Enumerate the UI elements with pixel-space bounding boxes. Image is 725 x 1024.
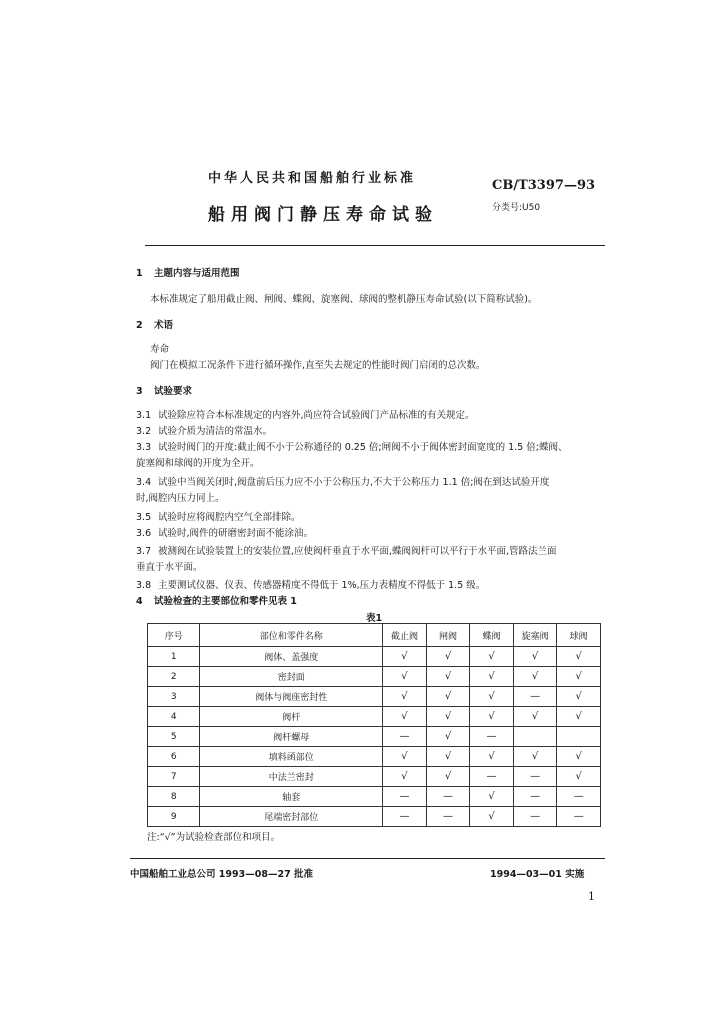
section-line: [136, 580, 485, 592]
part-name-cell: 填料函部位: [200, 747, 383, 767]
section-number: 3.7: [136, 546, 152, 557]
check-mark-cell: √: [470, 747, 514, 767]
check-mark-cell: √: [470, 807, 514, 827]
check-mark-cell: √: [426, 727, 470, 747]
check-mark-cell: —: [557, 787, 601, 807]
section-text: 试验要求: [154, 386, 193, 397]
check-mark-cell: √: [383, 647, 427, 667]
check-mark-cell: —: [426, 807, 470, 827]
check-mark-cell: √: [426, 687, 470, 707]
check-mark-cell: [557, 727, 601, 747]
check-mark-cell: √: [470, 707, 514, 727]
check-mark-cell: √: [470, 667, 514, 687]
classification-number: 分类号:U50: [492, 203, 541, 213]
section-number: 4: [136, 596, 143, 607]
check-mark-cell: √: [513, 647, 557, 667]
section-text: 主题内容与适用范围: [154, 268, 240, 279]
check-mark-cell: —: [470, 767, 514, 787]
row-number-cell: 9: [148, 807, 200, 827]
check-mark-cell: √: [513, 707, 557, 727]
page-number: 1: [588, 890, 595, 903]
section-line: [136, 493, 225, 505]
part-name-cell: 中法兰密封: [200, 767, 383, 787]
check-mark-cell: —: [383, 807, 427, 827]
section-text: 时,阀腔内压力同上。: [136, 493, 225, 504]
row-number-cell: 8: [148, 787, 200, 807]
section-text: 试验时应将阀腔内空气全部排除。: [158, 512, 301, 523]
check-mark-cell: —: [383, 727, 427, 747]
section-line: [136, 546, 557, 558]
header-cell: 部位和零件名称: [200, 624, 383, 647]
check-mark-cell: —: [470, 727, 514, 747]
check-mark-cell: √: [383, 687, 427, 707]
table-body: [148, 647, 601, 827]
section-text: 试验时,阀件的研磨密封面不能涂油。: [158, 528, 314, 539]
section-line: [150, 344, 169, 356]
table-note: 注:“√”为试验检查部位和项目。: [147, 832, 281, 843]
part-name-cell: 阀体与阀座密封性: [200, 687, 383, 707]
header-cell: 旋塞阀: [513, 624, 557, 647]
section-text: 被测阀在试验装置上的安装位置,应使阀杆垂直于水平面,蝶阀阀杆可以平行于水平面,管路法兰面: [158, 546, 557, 557]
section-number: 3: [136, 386, 143, 397]
section-number: 2: [136, 320, 143, 331]
check-mark-cell: √: [383, 667, 427, 687]
check-mark-cell: —: [426, 787, 470, 807]
check-mark-cell: [513, 727, 557, 747]
document-title: 船用阀门静压寿命试验: [208, 205, 438, 225]
table-row: [148, 807, 601, 827]
check-mark-cell: √: [426, 647, 470, 667]
table-row: [148, 747, 601, 767]
table-row: [148, 787, 601, 807]
inspection-table: [147, 623, 601, 827]
table-caption: 表1: [366, 613, 383, 624]
section-line: [136, 410, 475, 422]
check-mark-cell: √: [383, 767, 427, 787]
row-number-cell: 2: [148, 667, 200, 687]
check-mark-cell: √: [426, 767, 470, 787]
section-number: 3.6: [136, 528, 152, 539]
section-number: 3.3: [136, 442, 152, 453]
row-number-cell: 7: [148, 767, 200, 787]
footer-divider: [130, 858, 605, 859]
check-mark-cell: √: [470, 787, 514, 807]
section-text: 主要测试仪器、仪表、传感器精度不得低于 1%,压力表精度不得低于 1.5 级。: [158, 580, 486, 591]
section-line: [150, 294, 537, 306]
check-mark-cell: √: [426, 667, 470, 687]
part-name-cell: 阀杆: [200, 707, 383, 727]
table-row: [148, 687, 601, 707]
section-text: 术语: [154, 320, 174, 331]
check-mark-cell: —: [513, 767, 557, 787]
part-name-cell: 阀体、盖强度: [200, 647, 383, 667]
section-line: [136, 562, 203, 574]
check-mark-cell: √: [557, 707, 601, 727]
table-row: [148, 707, 601, 727]
section-number: 1: [136, 268, 143, 279]
section-line: [150, 360, 486, 372]
table-row: [148, 647, 601, 667]
header-cell: 球阀: [557, 624, 601, 647]
table-row: [148, 727, 601, 747]
row-number-cell: 4: [148, 707, 200, 727]
check-mark-cell: √: [383, 747, 427, 767]
section-text: 试验中当阀关闭时,阀盘前后压力应不小于公称压力,不大于公称压力 1.1 倍;阀在到达试验开度: [158, 477, 550, 488]
section-line: [136, 528, 313, 540]
check-mark-cell: √: [470, 687, 514, 707]
approval-line: 中国船舶工业总公司 1993—08—27 批准: [130, 869, 313, 880]
section-line: [136, 320, 173, 332]
header-cell: 截止阀: [383, 624, 427, 647]
check-mark-cell: —: [513, 687, 557, 707]
section-text: 阀门在模拟工况条件下进行循环操作,直至失去规定的性能时阀门启闭的总次数。: [150, 360, 486, 371]
row-number-cell: 3: [148, 687, 200, 707]
check-mark-cell: √: [557, 687, 601, 707]
section-line: [136, 458, 260, 470]
check-mark-cell: √: [426, 747, 470, 767]
section-number: 3.1: [136, 410, 152, 421]
section-text: 试验介质为清洁的常温水。: [158, 426, 273, 437]
section-line: [136, 442, 567, 454]
section-line: [136, 512, 301, 524]
row-number-cell: 1: [148, 647, 200, 667]
part-name-cell: 阀杆螺母: [200, 727, 383, 747]
check-mark-cell: √: [426, 707, 470, 727]
check-mark-cell: —: [383, 787, 427, 807]
check-mark-cell: √: [557, 767, 601, 787]
section-number: 3.5: [136, 512, 152, 523]
section-text: 旋塞阀和球阀的开度为全开。: [136, 458, 260, 469]
check-mark-cell: √: [513, 667, 557, 687]
section-text: 试验时阀门的开度:截止阀不小于公称通径的 0.25 倍;闸阀不小于阀体密封面宽度的 1.5 倍;蝶阀、: [158, 442, 568, 453]
check-mark-cell: √: [383, 707, 427, 727]
section-line: [136, 386, 192, 398]
header-cell: 蝶阀: [470, 624, 514, 647]
check-mark-cell: √: [513, 747, 557, 767]
row-number-cell: 5: [148, 727, 200, 747]
header-divider: [145, 245, 605, 246]
part-name-cell: 尾端密封部位: [200, 807, 383, 827]
section-number: 3.2: [136, 426, 152, 437]
section-number: 3.8: [136, 580, 152, 591]
section-number: 3.4: [136, 477, 152, 488]
issuing-organization: 中华人民共和国船舶行业标准: [208, 171, 417, 186]
check-mark-cell: √: [557, 747, 601, 767]
section-text: 试验检查的主要部位和零件见表 1: [154, 596, 297, 607]
check-mark-cell: —: [513, 807, 557, 827]
part-name-cell: 轴套: [200, 787, 383, 807]
section-line: [136, 477, 549, 489]
section-line: [136, 596, 297, 608]
standard-code: CB/T3397—93: [492, 178, 596, 193]
section-text: 试验除应符合本标准规定的内容外,尚应符合试验阀门产品标准的有关规定。: [158, 410, 475, 421]
section-line: [136, 426, 272, 438]
table-header-row: [148, 624, 601, 647]
section-line: [136, 268, 240, 280]
check-mark-cell: —: [513, 787, 557, 807]
effective-date: 1994—03—01 实施: [490, 869, 585, 880]
section-text: 寿命: [150, 344, 170, 355]
part-name-cell: 密封面: [200, 667, 383, 687]
check-mark-cell: —: [557, 807, 601, 827]
check-mark-cell: √: [470, 647, 514, 667]
table-row: [148, 667, 601, 687]
check-mark-cell: √: [557, 647, 601, 667]
check-mark-cell: √: [557, 667, 601, 687]
header-cell: 序号: [148, 624, 200, 647]
row-number-cell: 6: [148, 747, 200, 767]
section-text: 本标准规定了船用截止阀、闸阀、蝶阀、旋塞阀、球阀的整机静压寿命试验(以下简称试验)。: [150, 294, 538, 305]
header-cell: 闸阀: [426, 624, 470, 647]
table-row: [148, 767, 601, 787]
section-text: 垂直于水平面。: [136, 562, 203, 573]
